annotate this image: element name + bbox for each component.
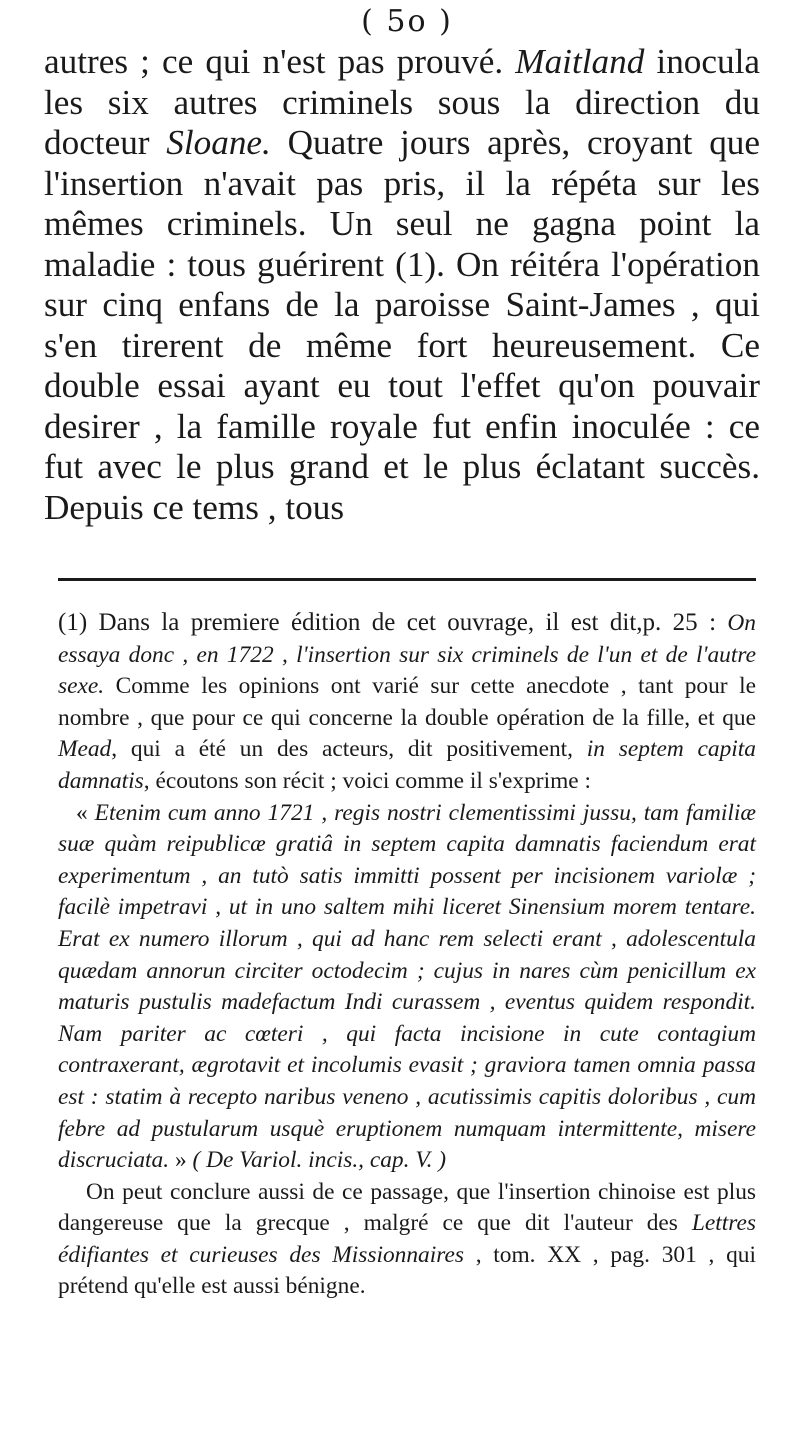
- footnote-intro: [58, 607, 756, 798]
- quote-citation: ( De Variol. incis., cap. V. ): [192, 1147, 447, 1174]
- footnote-segment-italic: Lettres édifiantes et curieuses des Missionnaires: [58, 1210, 756, 1268]
- footnote-segment: (1) Dans la premiere édition de cet ouvrage, il est dit,p. 25 :: [58, 609, 728, 636]
- footnote-segment-italic: Mead: [58, 736, 112, 763]
- footnote-segment-italic: On essaya donc , en 1722 , l'insertion sur six criminels de l'un et de l'autre sexe.: [58, 610, 756, 700]
- footnote-conclusion: [58, 1177, 756, 1303]
- footnote-segment: , écoutons son récit ; voici comme il s'exprime :: [143, 767, 592, 794]
- main-segment-italic: Maitland: [515, 42, 645, 81]
- main-paragraph: [44, 42, 760, 528]
- main-text-block: [44, 42, 770, 528]
- quote-close-mark: »: [169, 1147, 193, 1174]
- footnote-divider: [58, 578, 756, 581]
- footnote-block: [58, 607, 756, 1303]
- quote-open-mark: «: [76, 799, 95, 826]
- main-segment: inocula les six autres criminels sous la direction du docteur: [44, 42, 760, 162]
- footnote-segment-italic: in septem capita damnatis: [58, 736, 756, 794]
- footnote-segment: On peut conclure aussi de ce passage, que l'insertion chinoise est plus dangereuse que la grecque , malgré ce que dit l'auteur des: [58, 1178, 756, 1237]
- footnote-latin-quote: [58, 798, 756, 1177]
- footnote-segment: , qui a été un des acteurs, dit positivement,: [111, 736, 587, 763]
- page-number: ( 5o ): [361, 4, 453, 39]
- footnote-segment: Comme les opinions ont varié sur cette anecdote , tant pour le nombre , que pour ce qui concerne la double opération de la fille, et que: [58, 673, 756, 731]
- footnote-segment: , tom. XX , pag. 301 , qui prétend qu'elle est aussi bénigne.: [58, 1241, 756, 1300]
- main-segment: Quatre jours après, croyant que l'insertion n'avait pas pris, il la répéta sur les mêmes criminels. Un seul ne gagna point la maladie : tous guérirent (1). On réitéra l'opération sur cinq enfans de la paroisse Saint-James , qui s'en tirerent de même fort heureusement. Ce double essai ayant eu tout l'effet qu'on pouvair desirer , la famille royale fut enfin inoculée : ce fut avec le plus grand et le plus éclatant succès. Depuis ce tems , tous: [44, 123, 761, 527]
- main-segment: autres ; ce qui n'est pas prouvé.: [44, 42, 516, 81]
- main-segment-italic: Sloane.: [166, 123, 271, 162]
- latin-quote-text: Etenim cum anno 1721 , regis nostri clementissimi jussu, tam familiæ suæ quàm reipublicæ gratiâ in septem capita damnatis faciendum erat experimentum , an tutò satis immitti possent per incisionem variolæ ; facilè impetravi , ut in uno saltem mihi liceret Sinensium morem tentare. Erat ex numero illorum , qui ad hanc rem selecti erant , adolescentula quædam annorun circiter octodecim ; cujus in nares cùm penicillum ex maturis pustulis madefactum Indi curassem , eventus quidem respondit. Nam pariter ac cœteri , qui facta incisione in cute contagium contraxerant, ægrotavit et incolumis evasit ; graviora tamen omnia passa est : statim à recepto naribus veneno , acutissimis capitis doloribus , cum febre ad pustularum usquè eruptionem numquam intermittente, misere discruciata.: [58, 799, 757, 1174]
